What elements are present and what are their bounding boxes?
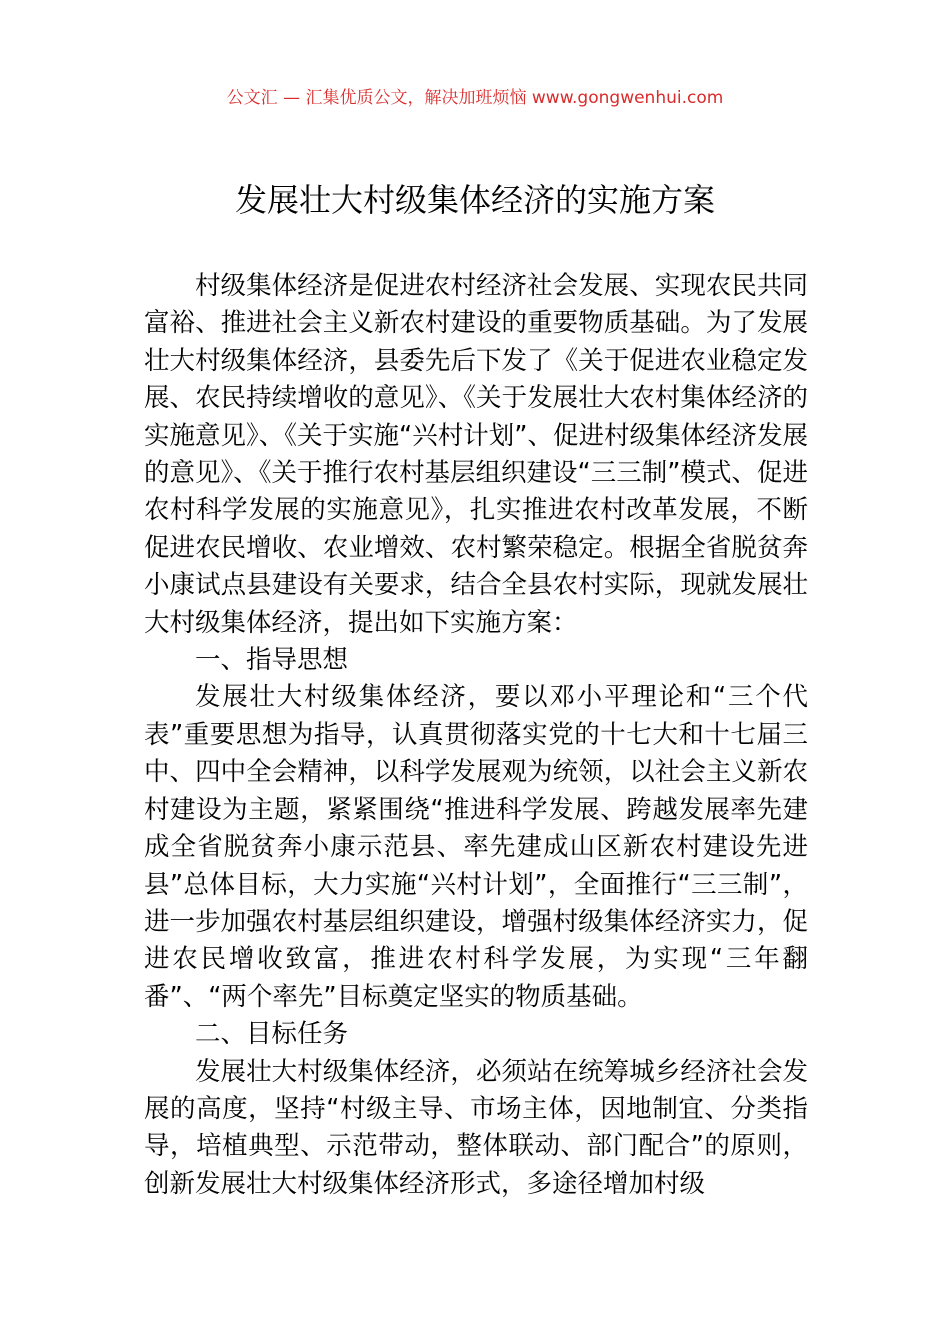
intro-paragraph: 村级集体经济是促进农村经济社会发展、实现农民共同富裕、推进社会主义新农村建设的重要物质基础。为了发展壮大村级集体经济，县委先后下发了《关于促进农业稳定发展、农民持续增收的意见》、《关于发展壮大农村集体经济的实施意见》、《关于实施“兴村计划”、促进村级集体经济发展的意见》、《关于推行农村基层组织建设“三三制”模式、促进农村科学发展的实施意见》，扎实推进农村改革发展，不断促进农民增收、农业增效、农村繁荣稳定。根据全省脱贫奔小康试点县建设有关要求，结合全县农村实际，现就发展壮大村级集体经济，提出如下实施方案： xyxy=(144,271,808,638)
document-body xyxy=(144,268,808,1203)
section-paragraph-goals-tasks: 发展壮大村级集体经济，必须站在统筹城乡经济社会发展的高度，坚持“村级主导、市场主体，因地制宜、分类指导，培植典型、示范带动，整体联动、部门配合”的原则，创新发展壮大村级集体经济形式，多途径增加村级 xyxy=(144,1056,808,1199)
document-title: 发展壮大村级集体经济的实施方案 xyxy=(234,181,715,219)
header-banner: 公文汇 — 汇集优质公文，解决加班烦恼 www.gongwenhui.com xyxy=(226,88,724,108)
section-heading-guiding-ideology: 一、指导思想 xyxy=(195,645,349,676)
section-paragraph-guiding-ideology: 发展壮大村级集体经济，要以邓小平理论和“三个代表”重要思想为指导，认真贯彻落实党的十七大和十七届三中、四中全会精神，以科学发展观为统领，以社会主义新农村建设为主题，紧紧围绕“推进科学发展、跨越发展率先建成全省脱贫奔小康示范县、率先建成山区新农村建设先进县”总体目标，大力实施“兴村计划”，全面推行“三三制”，进一步加强农村基层组织建设，增强村级集体经济实力，促进农民增收致富，推进农村科学发展，为实现“三年翻番”、“两个率先”目标奠定坚实的物质基础。 xyxy=(144,682,808,1012)
section-heading-goals-tasks: 二、目标任务 xyxy=(195,1019,349,1050)
